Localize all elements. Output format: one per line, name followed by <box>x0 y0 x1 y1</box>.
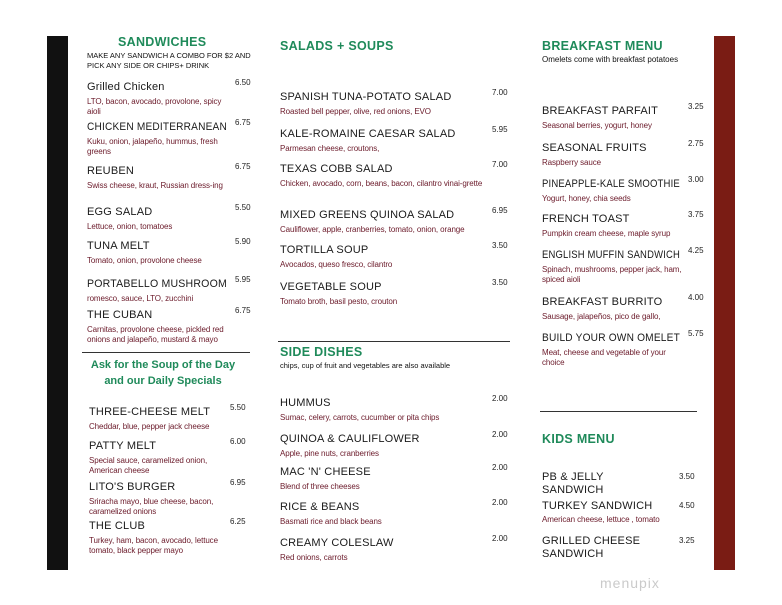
right-decorative-bar <box>714 36 735 570</box>
item-description: Meat, cheese and vegetable of your choice <box>542 348 666 367</box>
item-name: FRENCH TOAST <box>542 213 630 225</box>
item-name: THREE-CHEESE MELT <box>89 406 211 418</box>
item-price: 6.50 <box>235 78 251 87</box>
menu-item <box>87 161 231 191</box>
item-price: 6.95 <box>492 206 508 215</box>
item-price: 3.50 <box>492 278 508 287</box>
menu-item <box>280 205 488 235</box>
item-name: TEXAS COBB SALAD <box>280 163 393 175</box>
item-description: Sumac, celery, carrots, cucumber or pita chips <box>280 413 440 422</box>
item-name: GRILLED CHEESE SANDWICH <box>542 535 641 560</box>
menu-item <box>542 138 684 168</box>
breakfast-title: BREAKFAST MENU <box>542 39 663 53</box>
sides-note: chips, cup of fruit and vegetables are also available <box>280 361 451 370</box>
item-name: THE CLUB <box>89 520 145 532</box>
item-description: Apple, pine nuts, cranberries <box>280 449 379 458</box>
item-description: Carnitas, provolone cheese, pickled red onions and jalapeño, mustard & mayo <box>87 325 224 344</box>
item-price: 2.00 <box>492 498 508 507</box>
menu-item <box>89 516 226 556</box>
menu-item <box>87 305 231 345</box>
item-description: Seasonal berries, yogurt, honey <box>542 121 652 130</box>
menu-item <box>89 477 226 517</box>
item-name: MAC 'N' CHEESE <box>280 466 371 478</box>
item-description: Chicken, avocado, corn, beans, bacon, cilantro vinai-grette <box>280 179 483 188</box>
item-price: 5.95 <box>492 125 508 134</box>
menu-item <box>87 202 231 232</box>
item-description: Red onions, carrots <box>280 553 348 562</box>
watermark: menupix <box>600 575 660 591</box>
item-name: BREAKFAST BURRITO <box>542 296 663 308</box>
menu-item <box>89 436 226 476</box>
item-name: PATTY MELT <box>89 440 157 452</box>
menu-item <box>87 117 231 157</box>
divider <box>278 341 510 342</box>
item-price: 4.00 <box>688 293 704 302</box>
item-description: Avocados, queso fresco, cilantro <box>280 260 393 269</box>
item-price: 7.00 <box>492 160 508 169</box>
item-price: 5.75 <box>688 329 704 338</box>
item-price: 6.75 <box>235 118 251 127</box>
item-price: 2.00 <box>492 394 508 403</box>
menu-item <box>542 292 684 322</box>
menu-item <box>542 245 684 285</box>
item-description: Kuku, onion, jalapeño, hummus, fresh greens <box>87 137 218 156</box>
item-price: 6.00 <box>230 437 246 446</box>
menu-item <box>280 533 488 563</box>
item-price: 3.50 <box>492 241 508 250</box>
item-price: 3.00 <box>688 175 704 184</box>
item-name: SEASONAL FRUITS <box>542 142 647 154</box>
item-price: 5.50 <box>230 403 246 412</box>
item-description: American cheese, lettuce , tomato <box>542 515 660 524</box>
item-name: RICE & BEANS <box>280 501 360 513</box>
item-price: 5.90 <box>235 237 251 246</box>
item-name: TUNA MELT <box>87 240 150 252</box>
menu-item <box>87 236 231 266</box>
item-description: Cheddar, blue, pepper jack cheese <box>89 422 210 431</box>
item-price: 5.50 <box>235 203 251 212</box>
item-price: 6.95 <box>230 478 246 487</box>
sides-title: SIDE DISHES <box>280 345 363 359</box>
item-name: SPANISH TUNA-POTATO SALAD <box>280 91 452 103</box>
item-description: Pumpkin cream cheese, maple syrup <box>542 229 671 238</box>
menu-item <box>280 124 488 154</box>
divider <box>82 352 250 353</box>
item-name: EGG SALAD <box>87 206 153 218</box>
menu-item <box>280 277 488 307</box>
item-description: Sriracha mayo, blue cheese, bacon, caramelized onions <box>89 497 214 516</box>
menu-item <box>542 101 684 131</box>
item-price: 7.00 <box>492 88 508 97</box>
item-description: Tomato, onion, provolone cheese <box>87 256 202 265</box>
menu-item <box>542 174 684 204</box>
menu-item <box>280 497 488 527</box>
menu-item <box>87 274 231 304</box>
item-price: 3.25 <box>679 536 695 545</box>
item-name: BREAKFAST PARFAIT <box>542 105 659 117</box>
menu-item <box>542 535 667 561</box>
item-name: LITO'S BURGER <box>89 481 176 493</box>
item-description: Cauliflower, apple, cranberries, tomato, onion, orange <box>280 225 465 234</box>
salads-title: SALADS + SOUPS <box>280 39 394 53</box>
menu-item <box>87 77 231 117</box>
item-description: Roasted bell pepper, olive, red onions, EVO <box>280 107 431 116</box>
menu-item <box>89 402 226 432</box>
item-name: ENGLISH MUFFIN SANDWICH <box>542 249 680 261</box>
item-price: 6.25 <box>230 517 246 526</box>
item-price: 6.75 <box>235 162 251 171</box>
item-price: 2.00 <box>492 534 508 543</box>
item-description: Basmati rice and black beans <box>280 517 382 526</box>
item-description: Yogurt, honey, chia seeds <box>542 194 631 203</box>
item-price: 6.75 <box>235 306 251 315</box>
item-description: Lettuce, onion, tomatoes <box>87 222 173 231</box>
item-name: CHICKEN MEDITERRANEAN <box>87 121 227 133</box>
menu-item <box>542 209 684 239</box>
item-description: Turkey, ham, bacon, avocado, lettuce tomato, black pepper mayo <box>89 536 218 555</box>
soup-of-day-line2: and our Daily Specials <box>104 375 222 387</box>
sandwiches-note: MAKE ANY SANDWICH A COMBO FOR $2 AND PICK ANY SIDE OR CHIPS+ DRINK <box>87 51 251 70</box>
item-price: 3.75 <box>688 210 704 219</box>
item-name: TORTILLA SOUP <box>280 244 369 256</box>
item-name: QUINOA & CAULIFLOWER <box>280 433 420 445</box>
item-name: MIXED GREENS QUINOA SALAD <box>280 209 455 221</box>
item-price: 4.25 <box>688 246 704 255</box>
item-description: romesco, sauce, LTO, zucchini <box>87 294 194 303</box>
kids-title: KIDS MENU <box>542 432 615 446</box>
menu-item <box>542 500 667 525</box>
left-decorative-bar <box>47 36 68 570</box>
item-name: BUILD YOUR OWN OMELET <box>542 332 680 344</box>
item-name: REUBEN <box>87 165 135 177</box>
item-description: Raspberry sauce <box>542 158 601 167</box>
item-description: Tomato broth, basil pesto, crouton <box>280 297 398 306</box>
item-price: 3.50 <box>679 472 695 481</box>
item-description: Swiss cheese, kraut, Russian dress-ing <box>87 181 223 190</box>
item-price: 3.25 <box>688 102 704 111</box>
item-description: Parmesan cheese, croutons, <box>280 144 380 153</box>
item-description: Blend of three cheeses <box>280 482 360 491</box>
menu-item <box>280 159 488 189</box>
item-name: KALE-ROMAINE CAESAR SALAD <box>280 128 456 140</box>
menu-item <box>280 87 488 117</box>
item-description: Sausage, jalapeños, pico de gallo, <box>542 312 661 321</box>
item-name: PORTABELLO MUSHROOM <box>87 278 227 290</box>
menu-item <box>542 471 667 497</box>
item-name: THE CUBAN <box>87 309 153 321</box>
item-price: 2.75 <box>688 139 704 148</box>
item-name: PB & JELLY SANDWICH <box>542 471 604 496</box>
menu-item <box>280 240 488 270</box>
divider <box>540 411 697 412</box>
item-price: 2.00 <box>492 430 508 439</box>
breakfast-note: Omelets come with breakfast potatoes <box>542 55 679 64</box>
item-name: TURKEY SANDWICH <box>542 500 653 512</box>
item-description: Spinach, mushrooms, pepper jack, ham, spiced aioli <box>542 265 682 284</box>
item-price: 2.00 <box>492 463 508 472</box>
menu-item <box>280 462 488 492</box>
item-name: PINEAPPLE-KALE SMOOTHIE <box>542 178 680 190</box>
item-price: 5.95 <box>235 275 251 284</box>
item-name: HUMMUS <box>280 397 331 409</box>
item-price: 4.50 <box>679 501 695 510</box>
sandwiches-title: SANDWICHES <box>118 35 207 49</box>
item-name: VEGETABLE SOUP <box>280 281 382 293</box>
item-description: LTO, bacon, avocado, provolone, spicy aioli <box>87 97 222 116</box>
item-name: CREAMY COLESLAW <box>280 537 394 549</box>
menu-item <box>280 429 488 459</box>
menu-item <box>280 393 488 423</box>
menu-item <box>542 328 684 368</box>
item-description: Special sauce, caramelized onion, American cheese <box>89 456 208 475</box>
item-name: Grilled Chicken <box>87 81 165 93</box>
soup-of-day-line1: Ask for the Soup of the Day <box>90 359 236 371</box>
